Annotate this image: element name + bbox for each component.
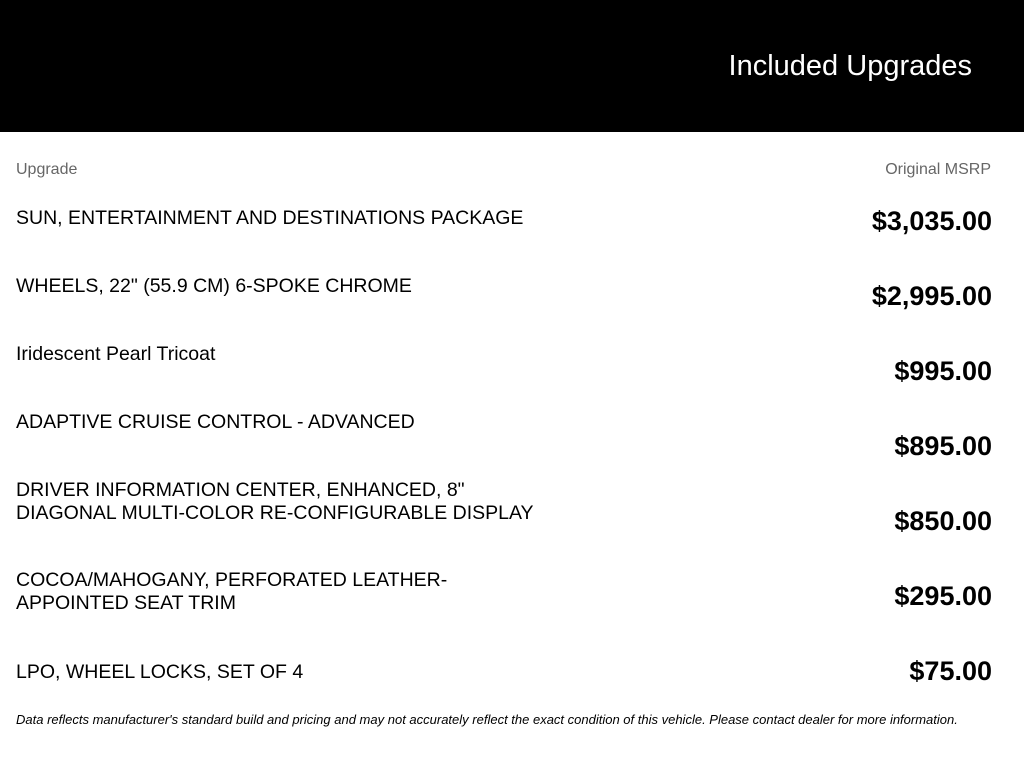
page-title: Included Upgrades [728, 50, 972, 82]
upgrade-name: LPO, WHEEL LOCKS, SET OF 4 [16, 661, 304, 683]
upgrade-name: WHEELS, 22" (55.9 CM) 6-SPOKE CHROME [16, 275, 412, 297]
upgrade-price: $995.00 [894, 356, 992, 386]
upgrade-price: $75.00 [909, 656, 992, 686]
upgrade-name: ADAPTIVE CRUISE CONTROL - ADVANCED [16, 411, 415, 433]
upgrade-price: $3,035.00 [871, 206, 992, 236]
disclaimer-text: Data reflects manufacturer's standard build and pricing and may not accurately reflect the exact condition of this vehicle. Please contact dealer for more information. [16, 712, 958, 727]
upgrade-price: $895.00 [894, 431, 992, 461]
header-bar [0, 0, 1024, 132]
upgrade-price: $850.00 [894, 506, 992, 536]
column-header-msrp: Original MSRP [885, 161, 991, 178]
upgrade-name: Iridescent Pearl Tricoat [16, 343, 216, 365]
upgrade-name: COCOA/MAHOGANY, PERFORATED LEATHER-APPOINTED SEAT TRIM [16, 569, 448, 614]
upgrade-name: DRIVER INFORMATION CENTER, ENHANCED, 8" DIAGONAL MULTI-COLOR RE-CONFIGURABLE DISPLAY [16, 479, 534, 524]
column-header-upgrade: Upgrade [16, 161, 78, 178]
upgrade-name: SUN, ENTERTAINMENT AND DESTINATIONS PACKAGE [16, 207, 524, 229]
upgrade-price: $2,995.00 [871, 281, 992, 311]
upgrade-price: $295.00 [894, 581, 992, 611]
